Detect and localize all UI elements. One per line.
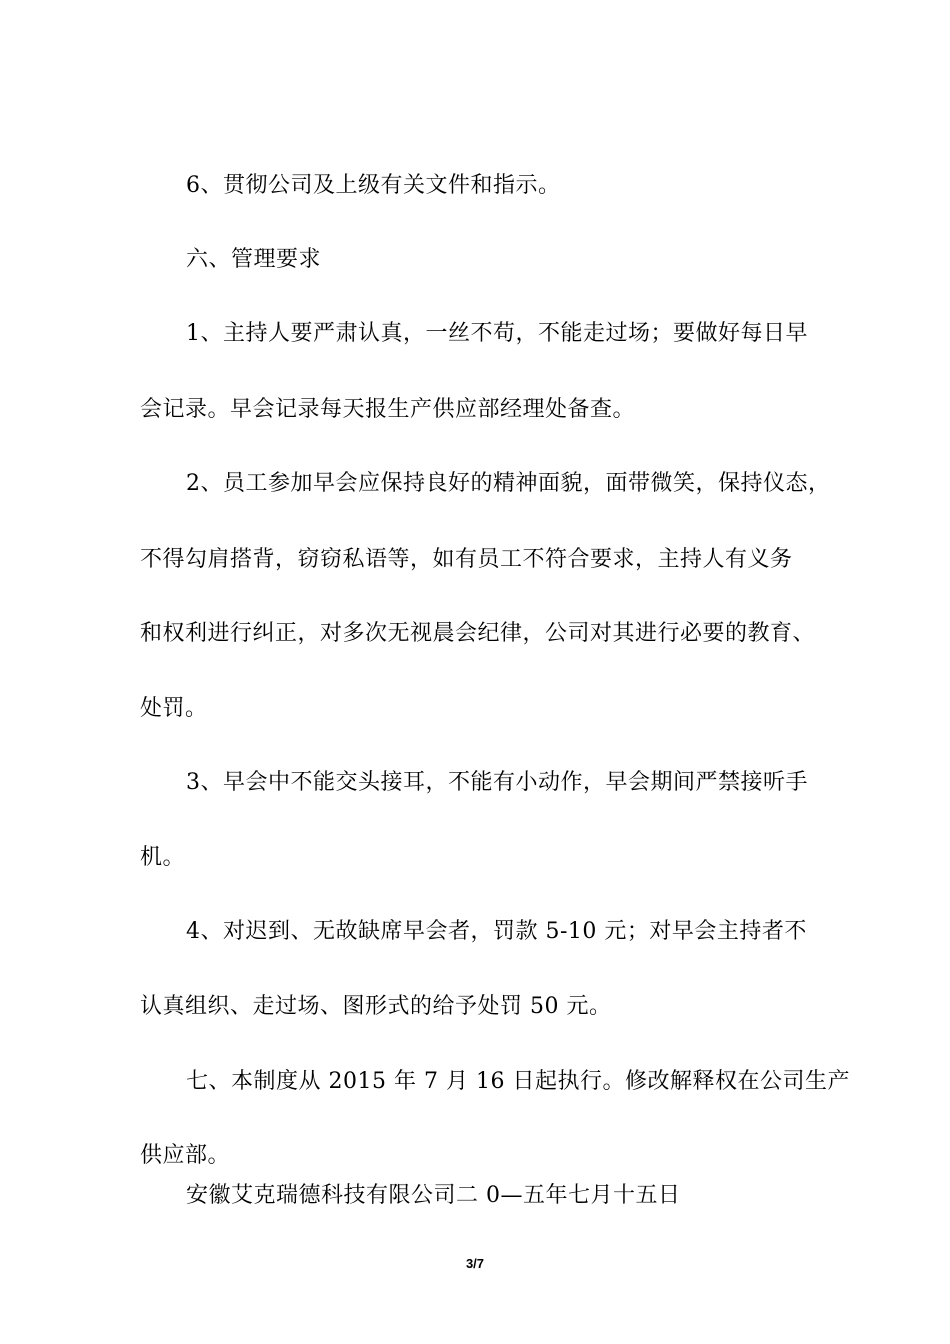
text-line-rule-4: 4、对迟到、无故缺席早会者，罚款 5-10 元；对早会主持者不	[186, 919, 807, 944]
page-number: 3/7	[465, 1256, 485, 1271]
text-line-item-6: 6、贯彻公司及上级有关文件和指示。	[186, 173, 561, 198]
text-line-rule-2-cont-2: 和权利进行纠正，对多次无视晨会纪律，公司对其进行必要的教育、	[140, 621, 816, 646]
text-line-rule-1-cont: 会记录。早会记录每天报生产供应部经理处备查。	[140, 397, 636, 422]
text-line-section-7-cont: 供应部。	[140, 1143, 231, 1168]
text-line-rule-3: 3、早会中不能交头接耳，不能有小动作，早会期间严禁接听手	[186, 770, 808, 795]
signature-line: 安徽艾克瑞德科技有限公司二 0—五年七月十五日	[186, 1183, 681, 1208]
text-line-rule-4-cont: 认真组织、走过场、图形式的给予处罚 50 元。	[140, 994, 612, 1019]
text-line-rule-3-cont: 机。	[140, 845, 186, 870]
text-line-rule-2-cont-1: 不得勾肩搭背，窃窃私语等，如有员工不符合要求，主持人有义务	[140, 547, 793, 572]
text-line-rule-2-cont-3: 处罚。	[140, 696, 208, 721]
text-line-section-7: 七、本制度从 2015 年 7 月 16 日起执行。修改解释权在公司生产	[186, 1069, 850, 1094]
section-heading-management: 六、管理要求	[186, 247, 322, 272]
text-line-rule-1: 1、主持人要严肃认真，一丝不苟，不能走过场；要做好每日早	[186, 321, 808, 346]
text-line-rule-2: 2、员工参加早会应保持良好的精神面貌，面带微笑，保持仪态，	[186, 471, 831, 496]
